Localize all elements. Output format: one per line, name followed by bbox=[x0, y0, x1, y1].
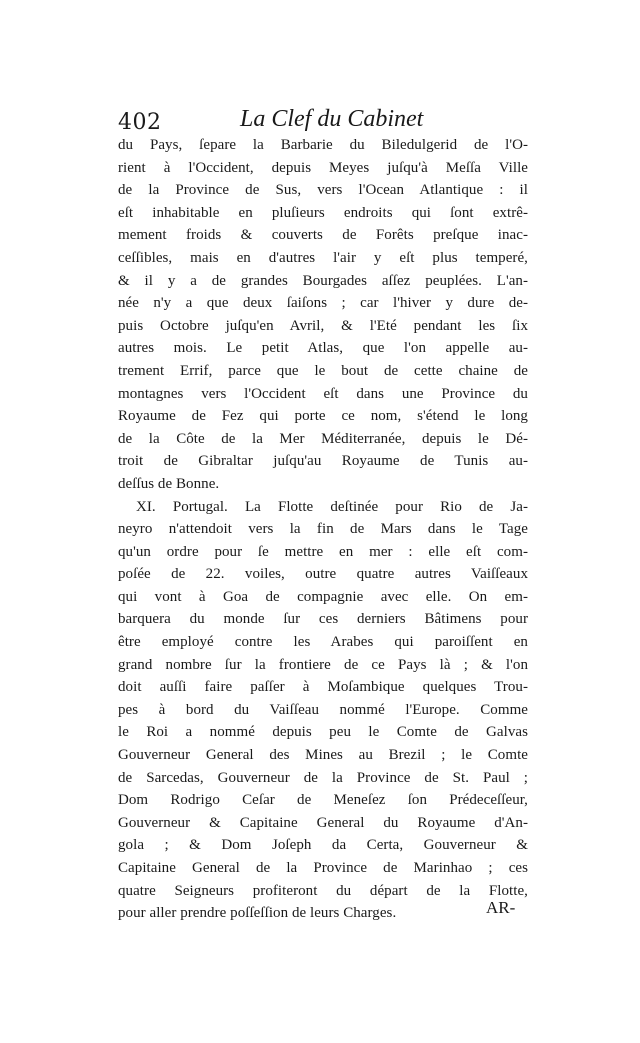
text-line: Gouverneur General des Mines au Brezil ; le Comte bbox=[118, 747, 528, 764]
text-line: ceſſibles, mais en d'autres l'air y eſt plus temperé, bbox=[118, 249, 528, 266]
text-line: le Roi a nommé depuis peu le Comte de Galvas bbox=[118, 724, 528, 741]
text-line: doit auſſi faire paſſer à Moſambique quelques Trou- bbox=[118, 679, 528, 696]
text-line: eſt inhabitable en pluſieurs endroits qui ſont extrê- bbox=[118, 204, 528, 221]
text-line: du Pays, ſepare la Barbarie du Biledulgerid de l'O- bbox=[118, 137, 528, 153]
text-line: & il y a de grandes Bourgades aſſez peuplées. L'an- bbox=[118, 272, 528, 289]
text-line: Capitaine General de la Province de Marinhao ; ces bbox=[118, 860, 528, 876]
text-line: poſée de 22. voiles, outre quatre autres Vaiſſeaux bbox=[118, 566, 528, 583]
text-line: trement Errif, parce que le bout de cette chaine de bbox=[118, 362, 528, 379]
text-line: être employé contre les Arabes qui paroiſſent en bbox=[118, 634, 528, 651]
running-title: La Clef du Cabinet bbox=[240, 106, 424, 132]
text-line: mement froids & couverts de Forêts preſque inac- bbox=[118, 227, 528, 244]
text-line: puis Octobre juſqu'en Avril, & l'Eté pendant les ſix bbox=[118, 317, 528, 334]
text-line: de la Province de Sus, vers l'Ocean Atlantique : il bbox=[118, 182, 528, 199]
text-line: gola ; & Dom Joſeph da Certa, Gouverneur & bbox=[118, 837, 528, 854]
text-line: Gouverneur & Capitaine General du Royaume d'An- bbox=[118, 814, 528, 831]
text-line: Dom Rodrigo Ceſar de Meneſez ſon Prédeceſſeur, bbox=[118, 792, 528, 809]
text-line: montagnes vers l'Occident eſt dans une Province du bbox=[118, 385, 528, 402]
text-line: de la Côte de la Mer Méditerranée, depuis le Dé- bbox=[118, 430, 528, 447]
text-line: barquera du monde ſur ces derniers Bâtimens pour bbox=[118, 611, 528, 628]
text-line: de Sarcedas, Gouverneur de la Province de St. Paul ; bbox=[118, 769, 528, 786]
text-line: qu'un ordre pour ſe mettre en mer : elle eſt com- bbox=[118, 543, 528, 560]
text-line: pes à bord du Vaiſſeau nommé l'Europe. Comme bbox=[118, 701, 528, 718]
section-heading-line: XI. Portugal. La Flotte deſtinée pour Rio de Ja- bbox=[136, 498, 528, 515]
text-line: troit de Gibraltar juſqu'au Royaume de Tunis au- bbox=[118, 453, 528, 470]
text-line: autres mois. Le petit Atlas, que l'on appelle au- bbox=[118, 340, 528, 357]
text-line: pour aller prendre poſſeſſion de leurs Charges. bbox=[118, 905, 397, 922]
text-line: quatre Seigneurs profiteront du départ de la Flotte, bbox=[118, 882, 528, 899]
text-line: grand nombre ſur la frontiere de ce Pays là ; & l'on bbox=[118, 656, 528, 673]
page-header bbox=[118, 104, 538, 136]
body-text bbox=[118, 134, 528, 925]
text-line: rient à l'Occident, depuis Meyes juſqu'à Meſſa Ville bbox=[118, 159, 528, 176]
text-line: née n'y a que deux ſaiſons ; car l'hiver y dure de- bbox=[118, 295, 528, 312]
catchword: AR- bbox=[486, 898, 516, 917]
text-line: deſſus de Bonne. bbox=[118, 475, 220, 492]
text-line: Royaume de Fez qui porte ce nom, s'étend le long bbox=[118, 408, 528, 425]
text-line: qui vont à Goa de compagnie avec elle. On em- bbox=[118, 588, 528, 605]
page-number: 402 bbox=[118, 110, 162, 135]
text-line: neyro n'attendoit vers la fin de Mars dans le Tage bbox=[118, 521, 528, 538]
